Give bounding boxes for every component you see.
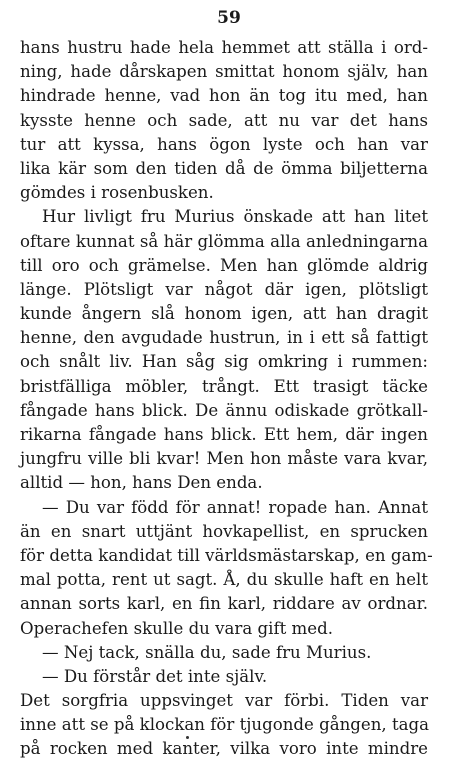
text-line: hans hustru hade hela hemmet att ställa i ord- <box>20 38 428 57</box>
text-line: oftare kunnat så här glömma alla anledningarna <box>20 231 428 251</box>
text-line: tur att kyssa, hans ögon lyste och han var <box>20 134 428 154</box>
text-line: lika kär som den tiden då de ömma biljetterna <box>20 158 428 178</box>
text-line: inne att se på klockan för tjugonde gången, taga <box>20 715 430 735</box>
text-line: gömdes i rosenbusken. <box>20 183 214 203</box>
text-line: henne, den avgudade hustrun, in i ett så fattigt <box>20 328 428 348</box>
text-line: fångade hans blick. De ännu odiskade grötkall- <box>20 400 428 420</box>
text-line: ning, hade dårskapen smittat honom själv, han <box>20 62 428 82</box>
text-line: annan sorts karl, en fin karl, riddare av ordnar. <box>20 594 428 614</box>
body-text <box>20 36 433 762</box>
text-line: Operachefen skulle du vara gift med. <box>20 618 333 638</box>
text-line: Det sorgfria uppsvinget var förbi. Tiden var <box>20 691 428 711</box>
text-line: Hur livligt fru Murius önskade att han litet <box>42 207 428 227</box>
text-line: — Du förstår det inte själv. <box>42 666 268 686</box>
text-line: till oro och grämelse. Men han glömde aldrig <box>20 255 428 275</box>
text-line: — Nej tack, snälla du, sade fru Murius. <box>42 642 372 662</box>
text-line: alltid — hon, hans Den enda. <box>20 473 263 493</box>
text-line: kunde ångern slå honom igen, att han dragit <box>20 304 428 324</box>
text-line: för detta kandidat till världsmästarskap, en gam- <box>20 545 433 565</box>
text-line: och snålt liv. Han såg sig omkring i rummen: <box>20 352 428 372</box>
text-line: rikarna fångade hans blick. Ett hem, där ingen <box>20 425 428 444</box>
text-line: på rocken med kanter, vilka voro inte mindre <box>20 739 428 759</box>
text-line: hindrade henne, vad hon än tog itu med, han <box>20 86 428 106</box>
page-number: 59 <box>217 8 241 28</box>
text-line: bristfälliga möbler, trångt. Ett trasigt täcke <box>20 376 428 396</box>
text-line: mal potta, rent ut sagt. Å, du skulle haft en helt <box>20 570 428 590</box>
text-line: länge. Plötsligt var något där igen, plötsligt <box>20 279 428 299</box>
text-line: jungfru ville bli kvar! Men hon måste vara kvar, <box>20 449 428 469</box>
text-line: än en snart uttjänt hovkapellist, en sprucken <box>20 521 428 541</box>
text-line: kysste henne och sade, att nu var det hans <box>20 110 428 130</box>
text-line: — Du var född för annat! ropade han. Annat <box>42 497 428 517</box>
print-speck <box>186 736 189 739</box>
